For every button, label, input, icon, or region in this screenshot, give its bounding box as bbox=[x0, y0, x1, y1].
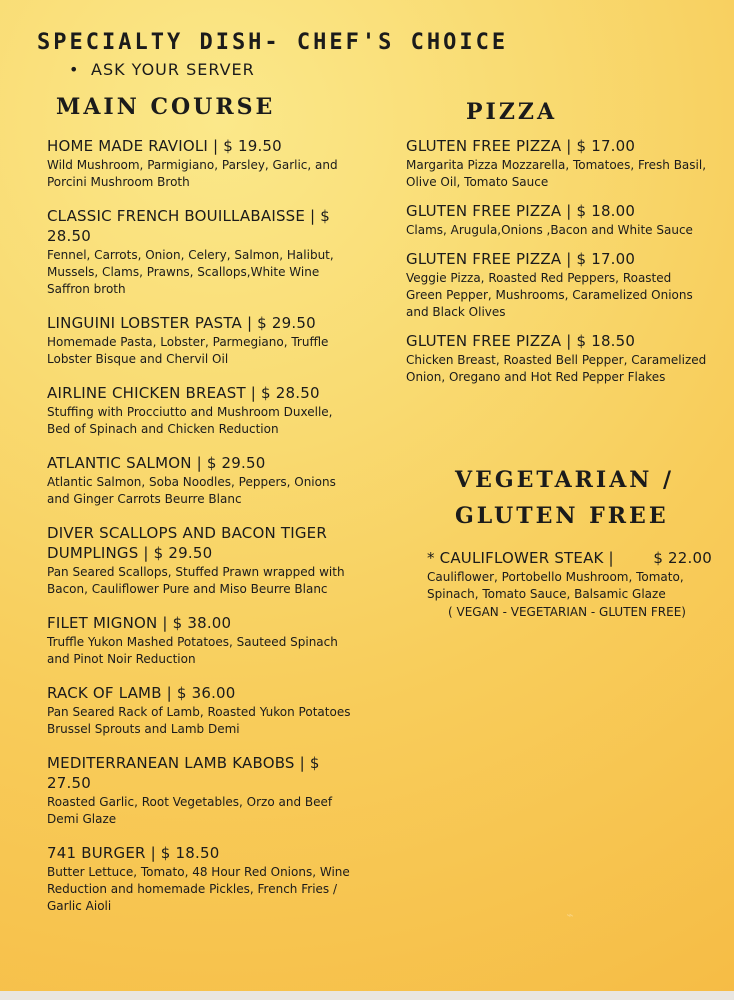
menu-item-741-burger bbox=[47, 843, 357, 915]
pizza-list bbox=[406, 136, 711, 396]
pizza-item-4 bbox=[406, 331, 711, 386]
pizza-item-title: GLUTEN FREE PIZZA | $ 18.00 bbox=[406, 202, 636, 220]
menu-item-rack-of-lamb bbox=[47, 683, 357, 738]
bullet-icon: • bbox=[69, 60, 80, 79]
pizza-item-description: Veggie Pizza, Roasted Red Peppers, Roasted Green Pepper, Mushrooms, Caramelized Onions and Black Olives bbox=[406, 271, 693, 319]
menu-item-title: MEDITERRANEAN LAMB KABOBS | $ 27.50 bbox=[47, 754, 320, 792]
vegetarian-item-tag: ( VEGAN - VEGETARIAN - GLUTEN FREE) bbox=[448, 605, 686, 619]
menu-item-description: Atlantic Salmon, Soba Noodles, Peppers, Onions and Ginger Carrots Beurre Blanc bbox=[47, 475, 336, 506]
menu-item-title: ATLANTIC SALMON | $ 29.50 bbox=[47, 454, 266, 472]
menu-item-description: Homemade Pasta, Lobster, Parmegiano, Truffle Lobster Bisque and Chervil Oil bbox=[47, 335, 329, 366]
menu-item-linguini-lobster-pasta bbox=[47, 313, 357, 368]
specialty-subtitle bbox=[69, 60, 697, 80]
watermark-logo bbox=[495, 892, 645, 938]
vegetarian-item-title bbox=[427, 548, 712, 568]
main-course-heading: MAIN COURSE bbox=[56, 94, 276, 120]
specialty-title: SPECIALTY DISH- CHEF'S CHOICE bbox=[37, 30, 509, 55]
menu-item-description: Butter Lettuce, Tomato, 48 Hour Red Onions, Wine Reduction and homemade Pickles, French Fries / Garlic Aioli bbox=[47, 865, 350, 913]
menu-item-airline-chicken-breast bbox=[47, 383, 357, 438]
main-course-list bbox=[47, 136, 357, 930]
vegetarian-item-description: Cauliflower, Portobello Mushroom, Tomato, Spinach, Tomato Sauce, Balsamic Glaze bbox=[427, 570, 684, 601]
vegetarian-heading bbox=[455, 462, 715, 534]
pizza-item-3 bbox=[406, 249, 711, 321]
pizza-item-title: GLUTEN FREE PIZZA | $ 17.00 bbox=[406, 137, 636, 155]
pizza-item-2 bbox=[406, 201, 711, 239]
vegetarian-list bbox=[427, 548, 723, 636]
menu-item-title: LINGUINI LOBSTER PASTA | $ 29.50 bbox=[47, 314, 316, 332]
pizza-item-description: Margarita Pizza Mozzarella, Tomatoes, Fresh Basil, Olive Oil, Tomato Sauce bbox=[406, 158, 707, 189]
menu-item-description: Wild Mushroom, Parmigiano, Parsley, Garlic, and Porcini Mushroom Broth bbox=[47, 158, 338, 189]
menu-item-title: FILET MIGNON | $ 38.00 bbox=[47, 614, 232, 632]
menu-item-title: 741 BURGER | $ 18.50 bbox=[47, 844, 220, 862]
vegetarian-item-price: $ 22.00 bbox=[653, 549, 712, 567]
pizza-item-description: Chicken Breast, Roasted Bell Pepper, Caramelized Onion, Oregano and Hot Red Pepper Flakes bbox=[406, 353, 707, 384]
menu-item-diver-scallops-bacon-tiger-dumplings bbox=[47, 523, 357, 598]
menu-item-mediterranean-lamb-kabobs bbox=[47, 753, 357, 828]
pizza-heading: PIZZA bbox=[466, 99, 558, 125]
pizza-item-title: GLUTEN FREE PIZZA | $ 18.50 bbox=[406, 332, 636, 350]
menu-item-description: Fennel, Carrots, Onion, Celery, Salmon, Halibut, Mussels, Clams, Prawns, Scallops,White Wine Saffron broth bbox=[47, 248, 334, 296]
vegetarian-heading-line1: VEGETARIAN / bbox=[455, 467, 675, 493]
menu-item-title: HOME MADE RAVIOLI | $ 19.50 bbox=[47, 137, 282, 155]
specialty-subtitle-text: ASK YOUR SERVER bbox=[91, 60, 255, 79]
menu-item-description: Truffle Yukon Mashed Potatoes, Sauteed Spinach and Pinot Noir Reduction bbox=[47, 635, 338, 666]
menu-item-title: CLASSIC FRENCH BOUILLABAISSE | $ 28.50 bbox=[47, 207, 330, 245]
vegetarian-item-name: * CAULIFLOWER STEAK | bbox=[427, 549, 614, 567]
pizza-item-title: GLUTEN FREE PIZZA | $ 17.00 bbox=[406, 250, 636, 268]
menu-item-title: DIVER SCALLOPS AND BACON TIGER DUMPLINGS | $ 29.50 bbox=[47, 524, 327, 562]
pizza-item-1 bbox=[406, 136, 711, 191]
menu-item-home-made-ravioli bbox=[47, 136, 357, 191]
vegetarian-heading-line2: GLUTEN FREE bbox=[455, 503, 669, 529]
menu-item-filet-mignon bbox=[47, 613, 357, 668]
vegetarian-item-cauliflower-steak bbox=[427, 548, 723, 621]
pizza-item-description: Clams, Arugula,Onions ,Bacon and White Sauce bbox=[406, 223, 693, 237]
specialty-section bbox=[37, 30, 697, 80]
menu-item-description: Pan Seared Rack of Lamb, Roasted Yukon Potatoes Brussel Sprouts and Lamb Demi bbox=[47, 705, 351, 736]
menu-item-atlantic-salmon bbox=[47, 453, 357, 508]
menu-item-title: RACK OF LAMB | $ 36.00 bbox=[47, 684, 236, 702]
menu-item-description: Stuffing with Procciutto and Mushroom Duxelle, Bed of Spinach and Chicken Reduction bbox=[47, 405, 333, 436]
menu-item-classic-french-bouillabaisse bbox=[47, 206, 357, 298]
watermark-icon: ⌁ bbox=[566, 908, 574, 922]
menu-item-title: AIRLINE CHICKEN BREAST | $ 28.50 bbox=[47, 384, 320, 402]
menu-item-description: Roasted Garlic, Root Vegetables, Orzo and Beef Demi Glaze bbox=[47, 795, 333, 826]
menu-item-description: Pan Seared Scallops, Stuffed Prawn wrapped with Bacon, Cauliflower Pure and Miso Beurre Blanc bbox=[47, 565, 345, 596]
bottom-strip bbox=[0, 991, 734, 1000]
